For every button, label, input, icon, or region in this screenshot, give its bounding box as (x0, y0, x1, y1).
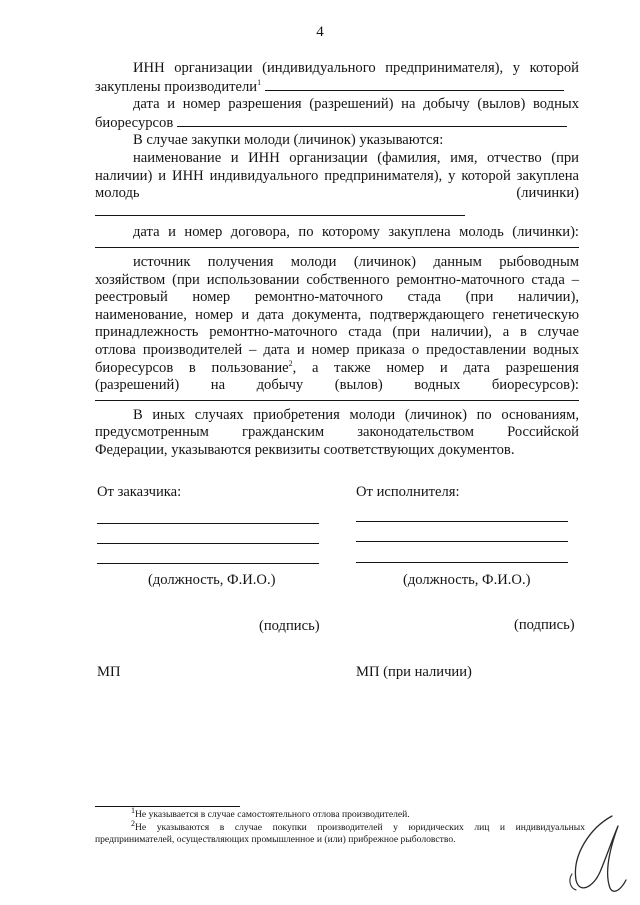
blank-field-permit[interactable] (177, 114, 567, 127)
paragraph-juvenile-heading: В случае закупки молоди (личинок) указываются: (133, 132, 444, 149)
paragraph-source-line1: источник получения молоди (личинок) данным рыбоводным (133, 253, 579, 270)
paragraph-source-line4: наименование, номер и дата документа, подтверждающего генетическую (95, 306, 579, 323)
blank-field-org-name[interactable] (95, 203, 465, 216)
paragraph-source-line3: реестровый номер ремонтно-маточного стада (при наличии), (95, 289, 579, 306)
customer-signature-line-1[interactable] (97, 523, 319, 524)
paragraph-permit-line1: дата и номер разрешения (разрешений) на добычу (вылов) водных (133, 96, 579, 113)
customer-stamp-label: МП (97, 664, 121, 680)
paragraph-inn-producers-line1: ИНН организации (индивидуального предпринимателя), у которой (133, 60, 579, 76)
document-body (95, 60, 579, 459)
contractor-label: От исполнителя: (356, 484, 460, 500)
page-number: 4 (316, 24, 324, 40)
paragraph-inn-producers-line2 (95, 78, 579, 97)
paragraph-other-cases-line3: Федерации, указываются реквизиты соответствующих документов. (95, 441, 515, 458)
text-fragment: молодь (личинки) (95, 185, 579, 202)
paragraph-org-name-line1: наименование и ИНН организации (фамилия, имя, отчество (при (133, 149, 579, 166)
contractor-position-hint: (должность, Ф.И.О.) (403, 572, 531, 588)
footnote-mark-1: 1 (131, 805, 135, 815)
paragraph-other-cases-line2: предусмотренным гражданским законодательством Российской (95, 424, 579, 441)
footnote-ref-2: 2 (288, 358, 293, 368)
paragraph-contract: дата и номер договора, по которому закуплена молодь (личинки): (133, 224, 579, 241)
contractor-signature-line-3[interactable] (356, 562, 568, 563)
text-fragment: биоресурсов в пользование (95, 359, 289, 376)
customer-signature-line-2[interactable] (97, 543, 319, 544)
paragraph-source-line8: (разрешений) на добычу (вылов) водных биоресурсов): (95, 377, 579, 394)
paragraph-org-name-line3 (95, 185, 579, 221)
footnote-1 (131, 805, 585, 821)
contractor-stamp-label: МП (при наличии) (356, 664, 472, 680)
footnote-ref-1: 1 (257, 77, 262, 87)
paragraph-org-name-line2: наличии) и ИНН индивидуального предпринимателя), у которой закуплена (95, 167, 579, 184)
customer-signature-line-3[interactable] (97, 563, 319, 564)
footnote-mark-2: 2 (131, 818, 135, 828)
text-fragment: биоресурсов (95, 114, 174, 131)
footnote-2-line1 (131, 818, 585, 834)
footnote-2-line2: предпринимателей, осуществляющих промышленное и (или) прибрежное рыболовство. (95, 834, 456, 845)
paragraph-source-line5: принадлежность ремонтно-маточного стада (при наличии), а в случае (95, 324, 579, 341)
contractor-signature-line-2[interactable] (356, 541, 568, 542)
footnote-1-text: Не указывается в случае самостоятельного отлова производителей. (135, 809, 410, 820)
contractor-signature-hint: (подпись) (514, 617, 575, 633)
paragraph-other-cases-line1: В иных случаях приобретения молоди (личинок) по основаниям, (133, 406, 579, 423)
blank-field-contract[interactable] (95, 246, 579, 248)
customer-signature-hint: (подпись) (259, 618, 320, 634)
handwritten-initials-mark (560, 810, 630, 895)
text-fragment: закуплены производители (95, 78, 258, 95)
footnote-2-text: Не указываются в случае покупки производителей у юридических лиц и индивидуальных (135, 822, 585, 833)
paragraph-source-line2: хозяйством (при использовании собственного ремонтно-маточного стада – (95, 271, 579, 288)
paragraph-source-line7 (95, 360, 579, 378)
customer-label: От заказчика: (97, 484, 182, 500)
contractor-signature-line-1[interactable] (356, 521, 568, 522)
paragraph-source-line6: отлова производителей – дата и номер приказа о предоставлении водных (95, 341, 579, 358)
text-fragment: , а также номер и дата разрешения (292, 359, 579, 376)
customer-position-hint: (должность, Ф.И.О.) (148, 572, 276, 588)
blank-field-inn-producers[interactable] (265, 78, 564, 91)
paragraph-permit-line2 (95, 114, 579, 133)
blank-field-source[interactable] (95, 399, 579, 401)
footnote-separator (95, 806, 240, 807)
